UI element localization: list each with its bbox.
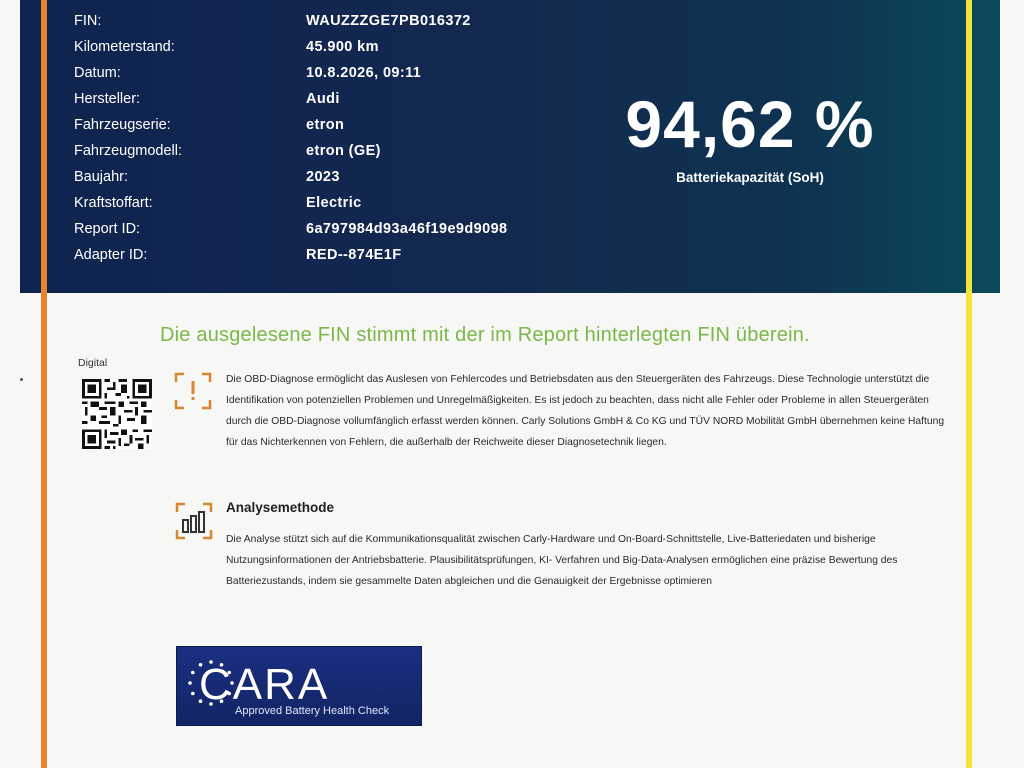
info-row-adapter-id	[74, 242, 594, 268]
info-label: Fahrzeugserie:	[74, 117, 171, 133]
info-label: Kilometerstand:	[74, 39, 175, 55]
info-value: 45.900 km	[306, 39, 379, 55]
soh-caption: Batteriekapazität (SoH)	[676, 170, 824, 185]
info-value: etron	[306, 117, 345, 133]
info-row-year	[74, 164, 594, 190]
info-value: 2023	[306, 169, 340, 185]
info-row-report-id	[74, 216, 594, 242]
cara-wordmark: CARA	[199, 660, 330, 709]
orange-accent-line	[41, 0, 47, 768]
info-label: Datum:	[74, 65, 121, 81]
info-row-mileage	[74, 34, 594, 60]
yellow-accent-line	[966, 0, 972, 768]
info-row-date	[74, 60, 594, 86]
info-value: 10.8.2026, 09:11	[306, 65, 422, 81]
info-label: Fahrzeugmodell:	[74, 143, 182, 159]
info-value: Electric	[306, 195, 362, 211]
warning-bracket-icon	[174, 372, 212, 410]
obd-disclaimer-text: Die OBD-Diagnose ermöglicht das Auslesen von Fehlercodes und Betriebsdaten aus den Steuergeräten des Fahrzeugs. Diese Technologie unterstützt die Identifikation von potenziellen Problemen und Unregelmäßigkeiten. Es ist jedoch zu beachten, dass nicht alle Fehler oder Probleme in allen Steuergeräten durch die OBD-Diagnose vollumfänglich erfasst werden können. Carly Solutions GmbH & Co KG und TÜV NORD Mobilität GmbH übernehmen keine Haftung für das Nichterkennen von Fehlern, die außerhalb der Reichweite dieser Diagnosetechnik liegen.	[226, 374, 945, 448]
info-value: 6a797984d93a46f19e9d9098	[306, 221, 508, 237]
bar-chart-icon	[175, 502, 213, 540]
info-value: Audi	[306, 91, 340, 107]
cara-subtitle: Approved Battery Health Check	[235, 705, 390, 717]
info-label: Baujahr:	[74, 169, 129, 185]
info-label: Adapter ID:	[74, 247, 148, 263]
info-label: Report ID:	[74, 221, 141, 237]
info-label: Hersteller:	[74, 91, 141, 107]
vehicle-info-list	[74, 8, 594, 268]
soh-value: 94,62 %	[625, 87, 875, 161]
info-label: Kraftstoffart:	[74, 195, 153, 211]
info-value: etron (GE)	[306, 143, 381, 159]
info-value: WAUZZZGE7PB016372	[306, 13, 471, 29]
info-label: FIN:	[74, 13, 102, 29]
fin-match-message: Die ausgelesene FIN stimmt mit der im Report hinterlegten FIN überein.	[160, 324, 810, 346]
info-value: RED--874E1F	[306, 247, 402, 263]
analysis-text: Die Analyse stützt sich auf die Kommunikationsqualität zwischen Carly-Hardware und On-Board-Schnittstelle, Live-Batteriedaten und bisherige Nutzungsinformationen der Antriebsbatterie. Plausibilitätsprüfungen, KI- Verfahren und Big-Data-Analysen ermöglichen eine präzise Bewertung des Batteriezustands, indem sie gesammelte Daten abgleichen und die Genauigkeit der Ergebnisse optimieren	[226, 534, 898, 587]
vehicle-header-panel	[20, 0, 1000, 293]
info-row-fin	[74, 8, 594, 34]
cara-badge	[176, 646, 422, 726]
soh-block	[590, 84, 910, 185]
info-row-manufacturer	[74, 86, 594, 112]
qr-code[interactable]	[82, 379, 152, 449]
digital-label: Digital	[78, 357, 108, 369]
info-row-series	[74, 112, 594, 138]
info-row-fuel	[74, 190, 594, 216]
analysis-heading: Analysemethode	[226, 500, 335, 515]
scan-dot	[20, 378, 23, 381]
info-row-model	[74, 138, 594, 164]
